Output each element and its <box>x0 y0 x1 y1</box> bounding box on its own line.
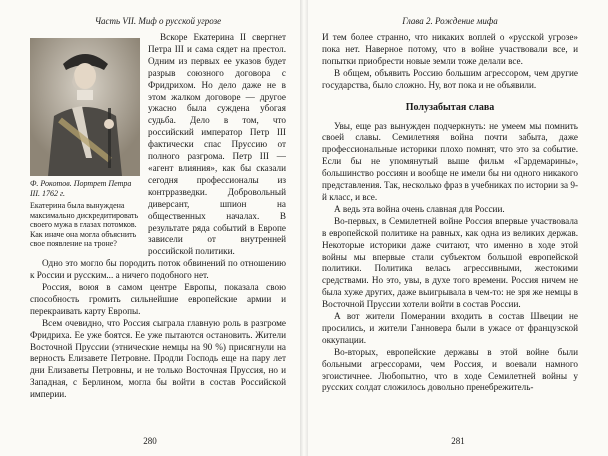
left-paragraph: Одно это могло бы породить поток обвинений по отношению к России и русским... а ничего подобного нет. <box>30 258 286 281</box>
right-paragraph: А вот жители Померании входить в состав Швеции не просились, и жители Ганновера были в ужасе от французской оккупации. <box>322 311 578 345</box>
left-page-number: 280 <box>143 436 157 446</box>
left-text-block <box>30 32 286 401</box>
left-running-head: Часть VII. Миф о русской угрозе <box>94 16 222 26</box>
portrait-caption-title: Ф. Рокотов. Портрет Петра III. 1762 г. <box>30 179 132 198</box>
portrait-figure <box>30 38 140 249</box>
right-paragraph: И тем более странно, что никаких воплей о «русской угрозе» пока нет. Наверное потому, что в войне участвовали все, и попытки приобрести новые земли тоже делали все. <box>322 32 578 66</box>
right-text-top <box>322 32 578 92</box>
section-title: Полузабытая слава <box>405 101 495 113</box>
right-text-bottom <box>322 121 578 395</box>
book-gutter <box>300 0 308 456</box>
left-paragraph: Всем очевидно, что Россия сыграла главную роль в разгроме Фридриха. Ее уже боятся. Ее уже пытаются остановить. Жители Восточной Пруссии (этнические немцы на 90 %) присягнули на верность Елизавете Петровне. Продли Господь еще на пару лет дни Елизаветы Петровны, и не только Восточная Пруссия, но и Западная, с Берлином, могла бы войти в состав Российской империи. <box>30 317 286 400</box>
right-paragraph: Увы, еще раз вынужден подчеркнуть: не умеем мы помнить своей славы. Семилетняя война почти забыта, даже профессиональные историки плохо помнят, что это за событие. Если бы не упомянутый выше фильм «Гардемарины», большинство россиян и вообще не имели бы ни одного никакого представления. Так, несколько фраз в учебниках по истории за 9-й класс, и все. <box>322 120 578 202</box>
left-paragraph: Вскоре Екатерина II свергнет Петра III и сама сядет на престол. Одним из первых ее указов будет разрыв союзного договора с Фридрихом. Но дело даже не в этом жалком договоре — другое ужасно была суждена убогая судьба. Дело в том, что российский император Петр III фактически спас Пруссию от полного разгрома. Петр III — «агент влияния», как бы сказали сегодня профессионалы из контрразведки. Добровольный диверсант, шпион на общественных началах. В результате ряда событий в Европе зависели от внутренней российской политики. <box>148 32 286 257</box>
right-page-number: 281 <box>451 436 465 446</box>
right-paragraph: В общем, объявить Россию большим агрессором, чем другие государства, было сложно. Ну, вот пока и не объявили. <box>322 67 578 90</box>
left-paragraph: Россия, воюя в самом центре Европы, показала свою способность громить сильнейшие европейские армии и перекраивать карту Европы. <box>30 282 286 316</box>
right-page <box>308 0 608 456</box>
portrait-illustration <box>30 38 140 176</box>
portrait-caption-text: Екатерина была вынуждена максимально дискредитировать своего мужа в глазах потомков. Как иначе она могла объяснить свое появление на троне? <box>30 201 139 248</box>
portrait-image <box>30 38 140 176</box>
right-running-head: Глава 2. Рождение мифа <box>402 16 498 26</box>
left-page <box>0 0 300 456</box>
right-paragraph: А ведь эта война очень славная для России. <box>334 203 505 214</box>
right-paragraph: Во-вторых, европейские державы в этой войне были больными агрессорами, чем Россия, и воевали намного эгоистичнее. Любопытно, что в ходе Семилетней войны у русских солдат сложилось довольно пренебрежитель- <box>322 346 578 393</box>
right-paragraph: Во-первых, в Семилетней войне Россия впервые участвовала в европейской политике на равных, как одна из великих держав. Некоторые историки даже считают, что именно в ходе этой войны мы впервые стали субъектом большой европейской политики. Политика велась агрессивными, жестокими средствами. Но это, увы, в духе того времени. Россия ничем не была хуже других, даже выигрывала в чем-то: не зря же немцы в Восточной Пруссии хотели войти в состав России. <box>322 215 578 310</box>
